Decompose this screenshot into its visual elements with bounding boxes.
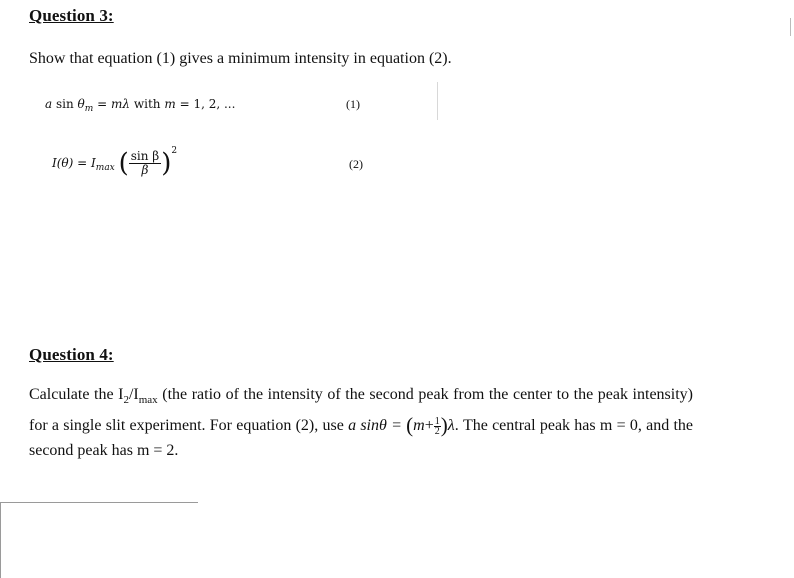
eq1-with: with — [133, 97, 161, 111]
eq2-right-paren: ) — [161, 148, 172, 179]
eq2-I: I — [91, 156, 96, 170]
q4-formula-right-paren: ) — [440, 413, 448, 438]
equation-1 — [45, 97, 235, 114]
q4-text-part1: Calculate the I — [29, 386, 124, 403]
q4-sub-max: max — [138, 394, 158, 407]
eq2-fraction — [129, 150, 161, 176]
scrollbar-thumb[interactable] — [790, 18, 791, 36]
eq2-power: 2 — [171, 146, 178, 156]
eq1-theta: θ — [77, 97, 85, 111]
question-4-body — [29, 382, 693, 463]
divider-line — [437, 82, 438, 120]
eq2-denominator: β — [141, 163, 149, 177]
eq1-sub-m: m — [84, 104, 94, 115]
eq1-equals: = — [97, 97, 108, 111]
q4-text-part4: . The central peak has m = 0, and the second peak has m = 2. — [29, 417, 694, 460]
eq1-a: a — [45, 97, 53, 111]
q4-formula-plus: + — [424, 417, 434, 435]
q4-formula-m: m — [413, 417, 425, 435]
eq2-numerator: sin β — [130, 149, 160, 164]
eq1-values: = 1, 2, ... — [179, 97, 236, 111]
question-3-prompt: Show that equation (1) gives a minimum intensity in equation (2). — [29, 50, 452, 67]
eq2-sub-max: max — [95, 163, 115, 174]
q4-formula-left-paren: ( — [406, 413, 414, 438]
q4-formula-lhs: a sinθ = — [348, 417, 407, 435]
eq1-m: m — [164, 97, 176, 111]
q4-text-part2: /I — [128, 386, 139, 403]
q4-half-den: 2 — [434, 426, 440, 438]
eq2-lhs: I(θ) = — [52, 156, 88, 170]
eq2-left-paren: ( — [118, 148, 129, 179]
q4-sub-2: 2 — [123, 394, 129, 407]
q4-half-num: 1 — [434, 416, 440, 428]
answer-box[interactable] — [0, 502, 198, 578]
equation-2-number: (2) — [349, 157, 363, 171]
question-4-heading: Question 4: — [29, 345, 114, 364]
q4-half-fraction — [434, 417, 441, 436]
equation-1-number: (1) — [346, 97, 360, 111]
eq1-sin: sin — [55, 97, 74, 111]
equation-2 — [52, 146, 177, 177]
q4-formula-lambda: λ — [447, 417, 455, 435]
q4-text-part3: (the ratio of the intensity of the second peak from the center to the peak intensity) for a single slit experiment. For equation (2), use — [29, 386, 693, 435]
eq1-m-lambda: mλ — [111, 97, 131, 111]
question-3-heading: Question 3: — [29, 6, 114, 25]
